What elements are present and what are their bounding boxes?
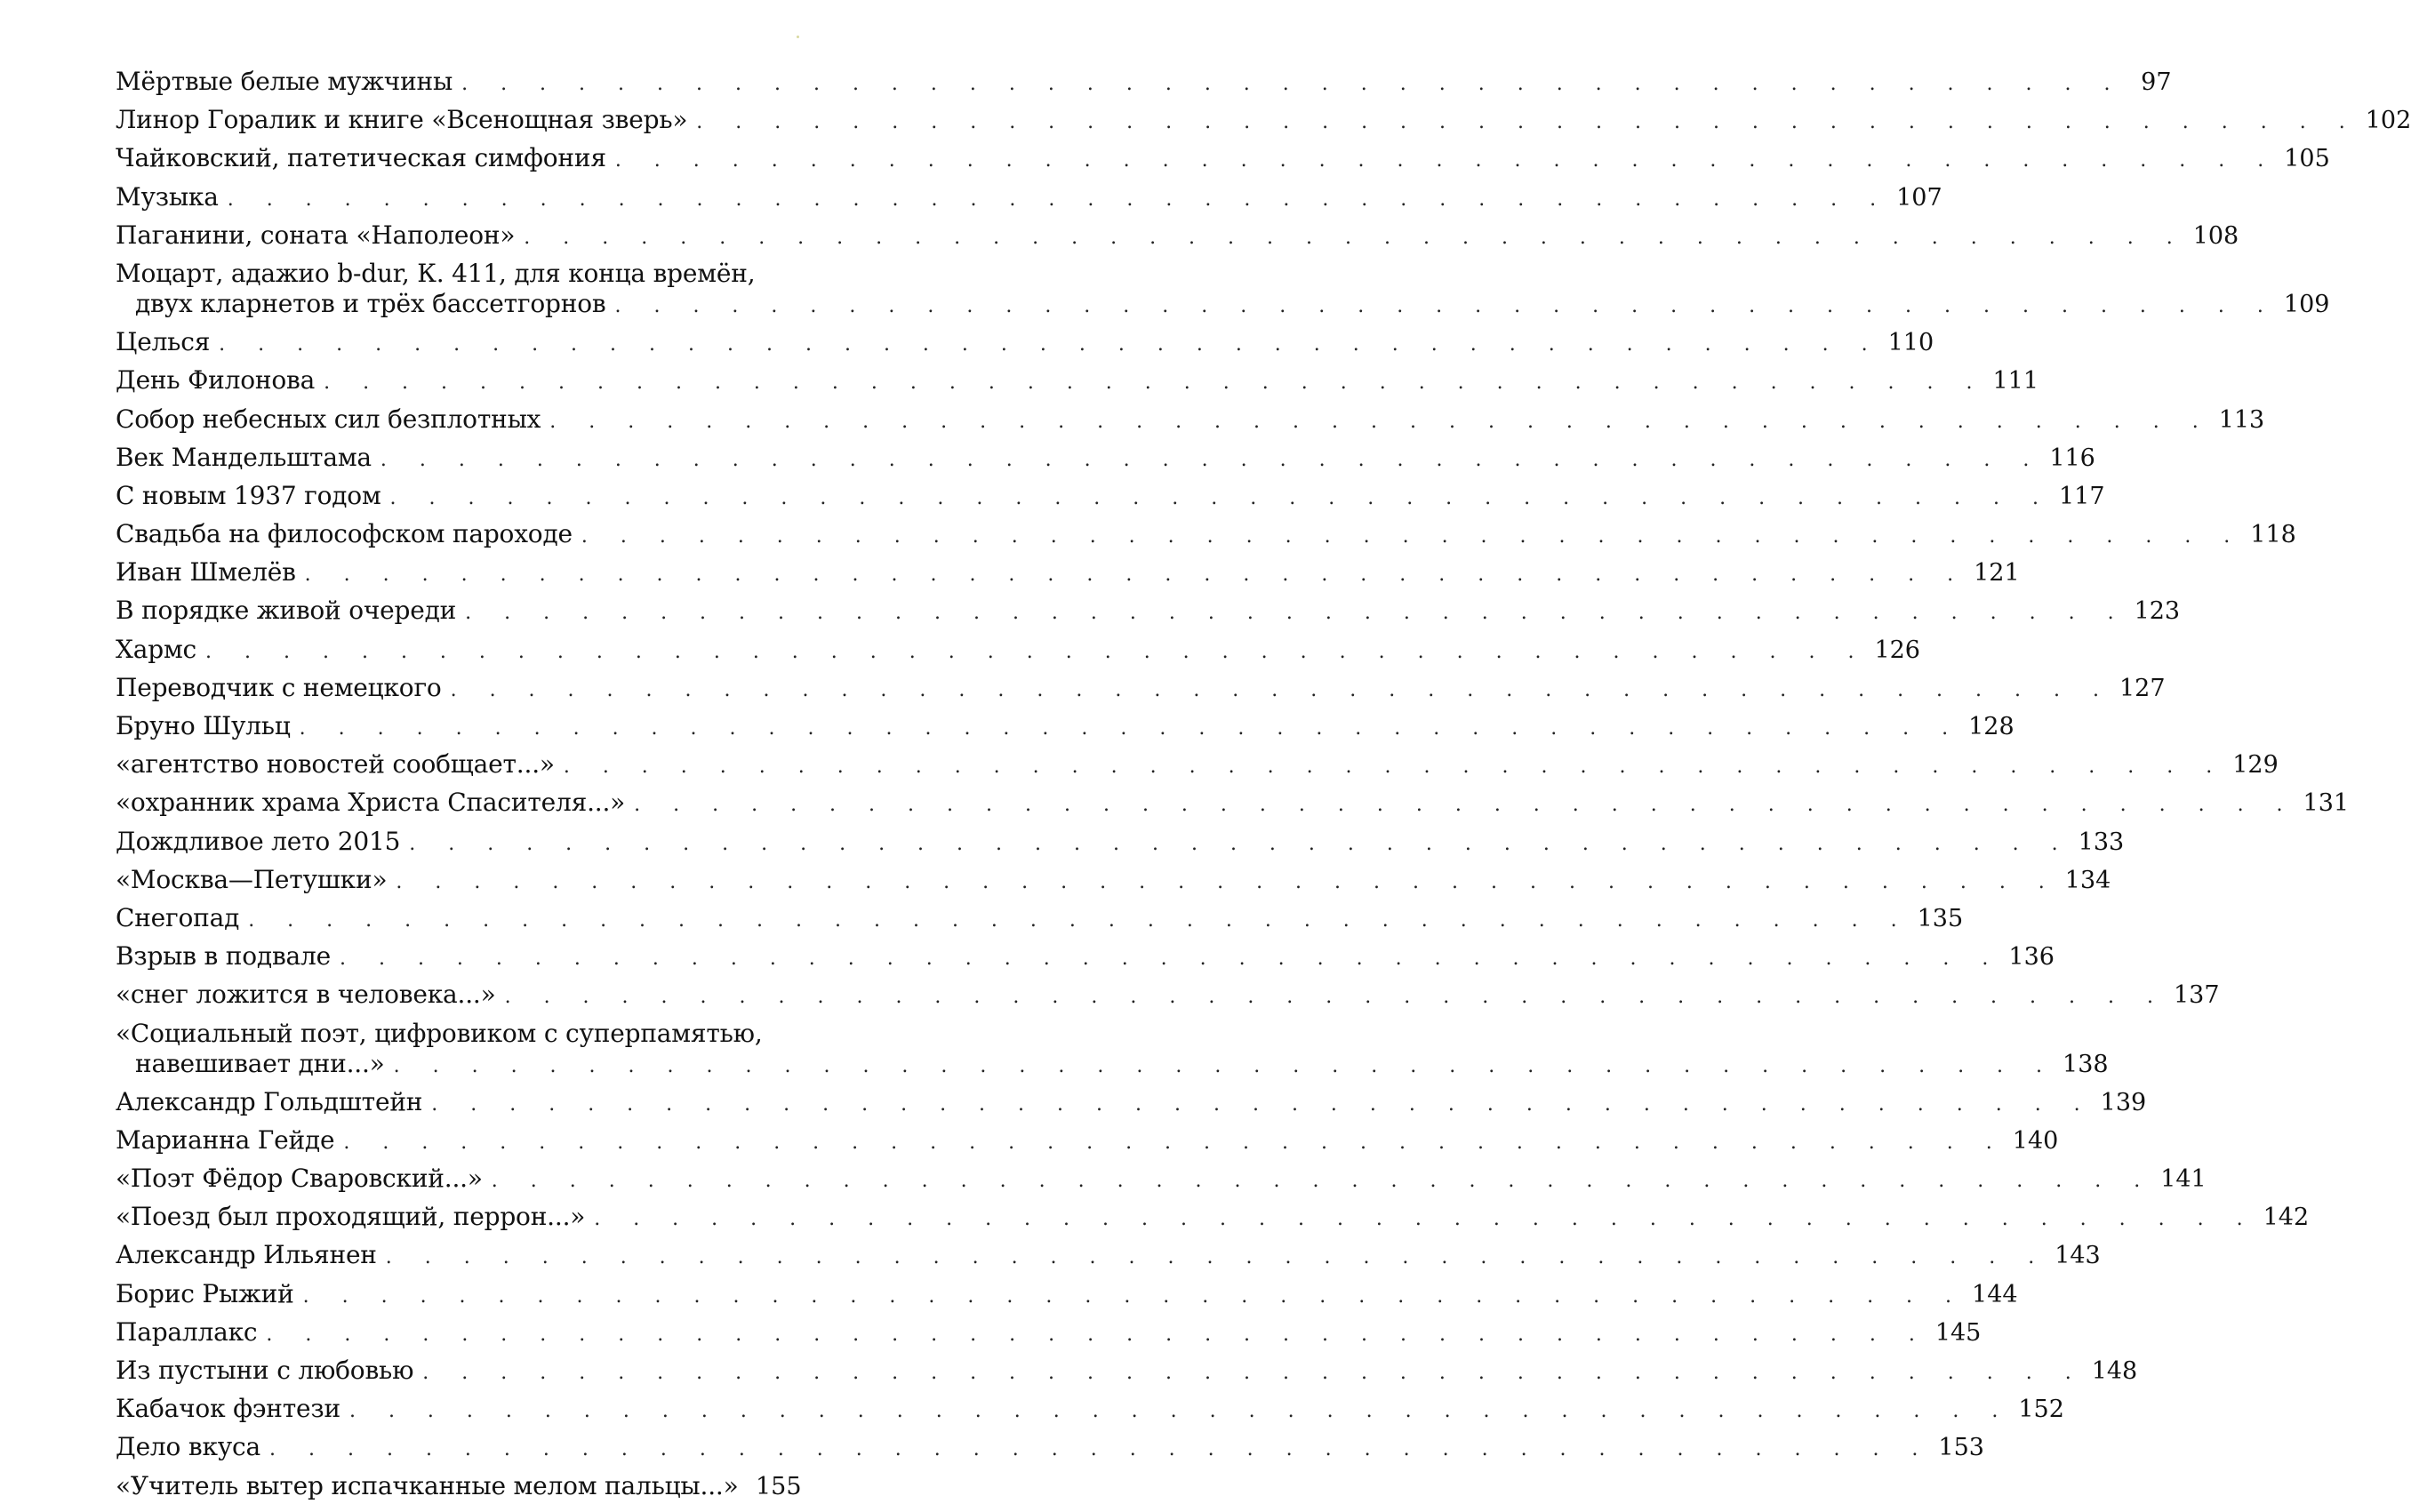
toc-entry-title: Дождливое лето 2015 <box>116 826 401 856</box>
toc-entry-page-number: 155 <box>756 1472 802 1500</box>
toc-entry <box>116 634 1920 665</box>
toc-entry-title: Борис Рыжий <box>116 1278 294 1308</box>
toc-entry-title: В порядке живой очереди <box>116 596 457 626</box>
dot-leader: . . . . . . . . . . . . . . . . . . . . . . . . . . . . . . . . . . . . . . . . . . . <box>614 149 2278 172</box>
toc-entry <box>116 672 2166 703</box>
toc-entry-page-number: 142 <box>2263 1204 2310 1232</box>
toc-entry-page-number: 121 <box>1974 559 2020 588</box>
dot-leader: . . . . . . . . . . . . . . . . . . . . . . . . . . . . . . . . . . . . . . . . . . . <box>634 794 2296 817</box>
dot-leader: . . . . . . . . . . . . . . . . . . . . . . . . . . . . . . . . . . . . . . . . . . . <box>393 1054 2056 1077</box>
toc-entry-title: Чайковский, патетическая симфония <box>116 143 606 173</box>
dot-leader <box>748 1476 749 1501</box>
table-of-contents <box>116 67 2411 1512</box>
toc-entry-page-number: 108 <box>2192 221 2239 250</box>
dot-leader: . . . . . . . . . . . . . . . . . . . . . . . . . . . . . . . . . . . . . . . . . . . <box>549 410 2212 433</box>
toc-entry-page-number: 131 <box>2303 789 2350 818</box>
toc-entry-title: Паганини, соната «Наполеон» <box>116 220 516 250</box>
toc-entry <box>116 1278 2018 1309</box>
toc-entry-title: «Поэт Фёдор Сваровский...» <box>116 1164 483 1194</box>
toc-entry <box>116 1202 2310 1232</box>
toc-entry-page-number: 128 <box>1968 713 2015 740</box>
toc-entry <box>116 1086 2147 1117</box>
toc-entry-page-number: 140 <box>2012 1126 2059 1155</box>
toc-entry-page-number: 109 <box>2283 290 2330 318</box>
toc-entry-title: Линор Горалик и книге «Всенощная зверь» <box>116 105 688 135</box>
toc-entry-page-number: 107 <box>1896 183 1942 212</box>
toc-entry-page-number: 138 <box>2063 1050 2109 1078</box>
toc-entry-page-number: 127 <box>2119 674 2166 702</box>
dot-leader: . . . . . . . . . . . . . . . . . . . . . . . . . . . . . . . . . . . . . . . . . . . <box>339 948 2002 971</box>
toc-entry-page-number: 152 <box>2018 1396 2064 1424</box>
dot-leader: . . . . . . . . . . . . . . . . . . . . . . . . . . . . . . . . . . . . . . . . . . . <box>248 908 1910 932</box>
dot-leader: . . . . . . . . . . . . . . . . . . . . . . . . . . . . . . . . . . . . . . . . . . . <box>465 602 2127 625</box>
dot-leader: . . . . . . . . . . . . . . . . . . . . . . . . . . . . . . . . . . . . . . . . . . . <box>396 870 2058 893</box>
toc-entry <box>116 1356 2138 1386</box>
toc-entry <box>116 258 2330 319</box>
toc-entry-title: Александр Гольдштейн <box>116 1086 423 1116</box>
dot-leader: . . . . . . . . . . . . . . . . . . . . . . . . . . . . . . . . . . . . . . . . . . . <box>205 640 1868 663</box>
print-speck <box>797 36 799 38</box>
toc-entry <box>116 980 2220 1010</box>
toc-entry-page-number: 144 <box>1972 1280 2018 1308</box>
toc-entry <box>116 365 2039 396</box>
toc-entry-title: Взрыв в подвале <box>116 941 331 972</box>
toc-entry-page-number: 105 <box>2284 145 2330 173</box>
toc-entry <box>116 941 2055 972</box>
toc-entry-page-number: 133 <box>2078 828 2125 856</box>
dot-leader: . . . . . . . . . . . . . . . . . . . . . . . . . . . . . . . . . . . . . . . . . . . <box>299 717 1962 740</box>
toc-entry <box>116 519 2296 549</box>
toc-entry-title: Из пустыни с любовью <box>116 1356 414 1385</box>
dot-leader: . . . . . . . . . . . . . . . . . . . . . . . . . . . . . . . . . . . . . . . . . . . <box>524 226 2186 249</box>
dot-leader: . . . . . . . . . . . . . . . . . . . . . . . . . . . . . . . . . . . . . . . . . . . <box>431 1092 2094 1116</box>
toc-entry <box>116 749 2279 780</box>
toc-entry <box>116 181 1942 212</box>
toc-entry-title: Переводчик с немецкого <box>116 672 442 702</box>
dot-leader: . . . . . . . . . . . . . . . . . . . . . . . . . . . . . . . . . . . . . . . . . . . <box>504 986 2167 1009</box>
toc-entry-page-number: 135 <box>1917 904 1964 932</box>
dot-leader: . . . . . . . . . . . . . . . . . . . . . . . . . . . . . . . . . . . . . . . . . . . <box>422 1362 2085 1384</box>
toc-entry <box>116 442 2095 473</box>
toc-entry-page-number: 118 <box>2250 521 2296 549</box>
toc-entry-page-number: 123 <box>2134 597 2181 626</box>
toc-entry-title: «Москва—Петушки» <box>116 864 388 894</box>
dot-leader: . . . . . . . . . . . . . . . . . . . . . . . . . . . . . . . . . . . . . . . . . . . <box>614 294 2277 317</box>
toc-entry <box>116 557 2020 588</box>
toc-entry <box>116 1018 2109 1079</box>
toc-entry <box>116 902 1964 933</box>
toc-entry-title: «Социальный поэт, цифровиком с суперпамятью, <box>116 1018 763 1048</box>
dot-leader: . . . . . . . . . . . . . . . . . . . . . . . . . . . . . . . . . . . . . . . . . . . <box>461 73 2124 95</box>
toc-entry <box>116 143 2330 173</box>
toc-entry-page-number: 148 <box>2091 1357 2138 1385</box>
toc-entry <box>116 67 2172 97</box>
toc-entry <box>116 826 2125 857</box>
toc-entry-page-number: 111 <box>1992 367 2039 396</box>
toc-entry-title: Бруно Шульц <box>116 711 291 740</box>
toc-entry-title: «агентство новостей сообщает...» <box>116 749 555 780</box>
toc-entry-page-number: 126 <box>1874 636 1920 664</box>
toc-entry-title: Иван Шмелёв <box>116 557 296 588</box>
toc-entry-title: Марианна Гейде <box>116 1124 335 1155</box>
toc-entry-title-continuation: двух кларнетов и трёх бассетгорнов <box>135 288 606 318</box>
toc-entry <box>116 711 2015 741</box>
toc-entry-page-number: 145 <box>1934 1318 1982 1347</box>
toc-entry <box>116 1316 1982 1348</box>
toc-entry-title: Параллакс <box>116 1316 258 1347</box>
toc-entry-title: Моцарт, адажио b-dur, К. 411, для конца времён, <box>116 258 756 288</box>
dot-leader: . . . . . . . . . . . . . . . . . . . . . . . . . . . . . . . . . . . . . . . . . . . <box>409 832 2071 855</box>
toc-entry-title: С новым 1937 годом <box>116 480 381 510</box>
toc-entry-title-continuation: навешивает дни...» <box>135 1048 385 1078</box>
toc-entry <box>116 1394 2064 1424</box>
toc-entry <box>116 1240 2101 1270</box>
toc-entry-first-line <box>116 258 797 288</box>
toc-entry <box>116 105 2411 135</box>
toc-entry-page-number: 117 <box>2058 482 2105 510</box>
toc-entry <box>116 788 2350 818</box>
toc-entry <box>116 1124 2059 1156</box>
toc-entry-title: Целься <box>116 327 211 357</box>
dot-leader: . . . . . . . . . . . . . . . . . . . . . . . . . . . . . . . . . . . . . . . . . . . <box>269 1438 1932 1461</box>
toc-entry-title: Свадьба на философском пароходе <box>116 519 573 549</box>
toc-entry-page-number: 136 <box>2008 943 2055 972</box>
toc-entry <box>116 404 2265 435</box>
toc-entry-page-number: 139 <box>2100 1088 2147 1116</box>
toc-entry-page-number: 129 <box>2232 751 2279 780</box>
toc-entry-title: Дело вкуса <box>116 1432 260 1462</box>
dot-leader: . . . . . . . . . . . . . . . . . . . . . . . . . . . . . . . . . . . . . . . . . . . <box>227 188 1890 211</box>
toc-entry-title: Снегопад <box>116 902 240 932</box>
toc-entry-title: Александр Ильянен <box>116 1240 377 1270</box>
toc-entry <box>116 220 2239 251</box>
toc-entry-page-number: 113 <box>2218 405 2265 434</box>
dot-leader: . . . . . . . . . . . . . . . . . . . . . . . . . . . . . . . . . . . . . . . . . . . <box>348 1400 2012 1423</box>
toc-entry <box>116 327 1934 357</box>
dot-leader: . . . . . . . . . . . . . . . . . . . . . . . . . . . . . . . . . . . . . . . . . . . <box>450 678 2112 701</box>
toc-entry-second-line <box>116 288 2330 319</box>
dot-leader: . . . . . . . . . . . . . . . . . . . . . . . . . . . . . . . . . . . . . . . . . . . <box>491 1170 2154 1193</box>
toc-entry <box>116 1470 802 1501</box>
toc-entry-title: «Поезд был проходящий, перрон...» <box>116 1202 586 1232</box>
dot-leader: . . . . . . . . . . . . . . . . . . . . . . . . . . . . . . . . . . . . . . . . . . . <box>389 486 2052 509</box>
toc-entry-title: Хармс <box>116 634 197 664</box>
toc-entry-page-number: 97 <box>2141 68 2172 96</box>
dot-leader: . . . . . . . . . . . . . . . . . . . . . . . . . . . . . . . . . . . . . . . . . . . <box>385 1246 2048 1269</box>
toc-entry-page-number: 110 <box>1887 329 1934 357</box>
dot-leader: . . . . . . . . . . . . . . . . . . . . . . . . . . . . . . . . . . . . . . . . . . . <box>563 756 2226 779</box>
toc-entry-title: Век Мандельштама <box>116 442 372 472</box>
toc-entry-title: Кабачок фэнтези <box>116 1394 340 1424</box>
toc-entry-page-number: 116 <box>2049 444 2095 472</box>
toc-entry-second-line <box>116 1048 2109 1079</box>
toc-entry <box>116 1164 2207 1194</box>
toc-entry-page-number: 153 <box>1938 1434 1984 1462</box>
dot-leader: . . . . . . . . . . . . . . . . . . . . . . . . . . . . . . . . . . . . . . . . . . . <box>594 1208 2256 1231</box>
dot-leader: . . . . . . . . . . . . . . . . . . . . . . . . . . . . . . . . . . . . . . . . . . . <box>380 448 2043 471</box>
toc-entry-page-number: 143 <box>2055 1242 2101 1270</box>
toc-entry-title: «охранник храма Христа Спасителя...» <box>116 788 626 818</box>
toc-entry-page-number: 141 <box>2160 1165 2207 1194</box>
dot-leader: . . . . . . . . . . . . . . . . . . . . . . . . . . . . . . . . . . . . . . . . . . . <box>324 372 1986 395</box>
dot-leader: . . . . . . . . . . . . . . . . . . . . . . . . . . . . . . . . . . . . . . . . . . . <box>302 1284 1966 1308</box>
dot-leader: . . . . . . . . . . . . . . . . . . . . . . . . . . . . . . . . . . . . . . . . . . . <box>219 333 1881 356</box>
toc-entry-page-number: 102 <box>2365 107 2411 135</box>
toc-entry-page-number: 134 <box>2064 866 2111 894</box>
dot-leader: . . . . . . . . . . . . . . . . . . . . . . . . . . . . . . . . . . . . . . . . . . . <box>696 111 2359 134</box>
dot-leader: . . . . . . . . . . . . . . . . . . . . . . . . . . . . . . . . . . . . . . . . . . . <box>581 525 2244 548</box>
toc-entry-title: Музыка <box>116 181 219 212</box>
toc-entry <box>116 864 2111 895</box>
toc-entry <box>116 480 2105 511</box>
toc-entry <box>116 1432 1984 1462</box>
toc-entry-title: Мёртвые белые мужчины <box>116 67 453 96</box>
dot-leader: . . . . . . . . . . . . . . . . . . . . . . . . . . . . . . . . . . . . . . . . . . . <box>304 564 1967 587</box>
toc-entry-page-number: 137 <box>2174 981 2220 1010</box>
dot-leader: . . . . . . . . . . . . . . . . . . . . . . . . . . . . . . . . . . . . . . . . . . . <box>266 1323 1928 1346</box>
toc-entry-title: День Филонова <box>116 365 316 396</box>
toc-entry <box>116 596 2181 626</box>
toc-entry-title: «Учитель вытер испачканные мелом пальцы...» <box>116 1470 739 1500</box>
dot-leader: . . . . . . . . . . . . . . . . . . . . . . . . . . . . . . . . . . . . . . . . . . . <box>343 1131 2006 1154</box>
toc-entry-title: «снег ложится в человека...» <box>116 980 496 1010</box>
toc-entry-first-line <box>116 1018 797 1048</box>
toc-entry-title: Собор небесных сил безплотных <box>116 404 541 434</box>
